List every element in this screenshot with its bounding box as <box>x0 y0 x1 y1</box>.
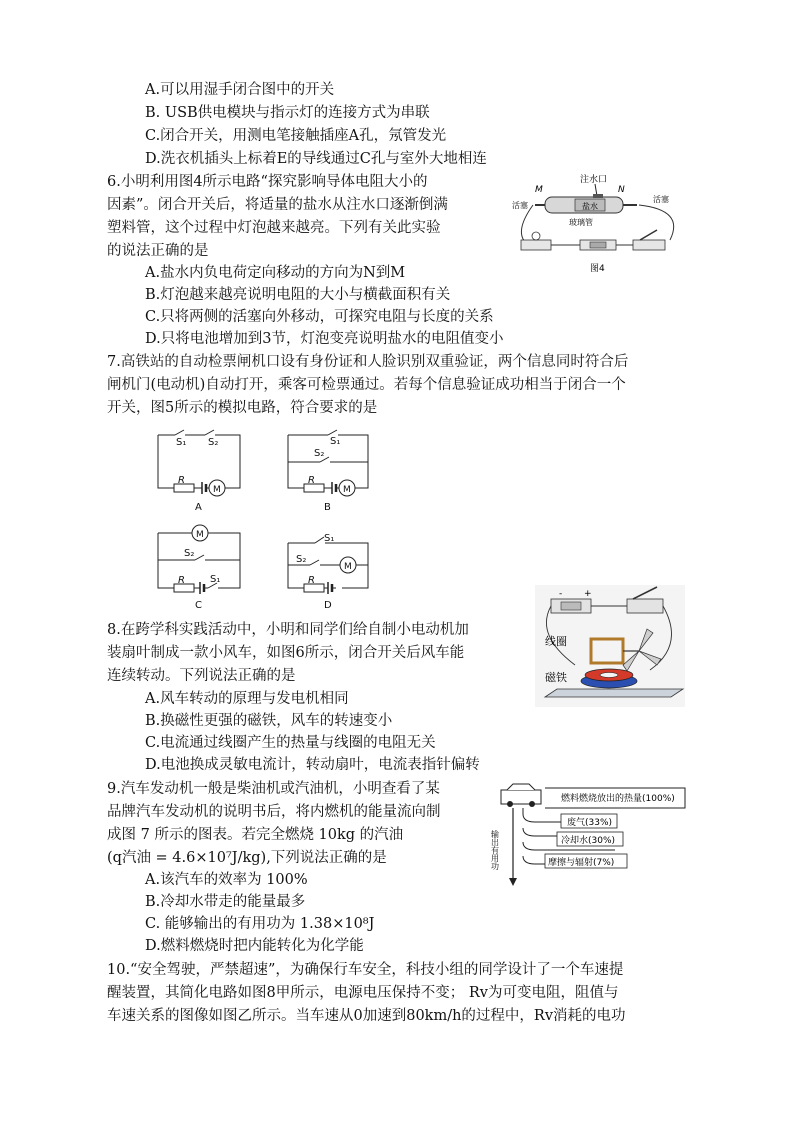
q6-option-d: D.只将电池增加到3节，灯泡变亮说明盐水的电阻值变小 <box>145 331 504 347</box>
c-s2-label: S₂ <box>184 548 195 559</box>
q9-option-b: B.冷却水带走的能量最多 <box>145 894 306 910</box>
switch-base <box>633 240 665 250</box>
q7-stem-line-2: 闸机门(电动机)自动打开，乘客可检票通过。若每个信息验证成功相当于闭合一个 <box>107 377 626 393</box>
q8-stem-line-3: 连续转动。下列说法正确的是 <box>107 668 296 684</box>
salt-label: 盐水 <box>582 202 598 211</box>
coil-label: 线圈 <box>545 635 567 648</box>
car-icon <box>501 784 541 807</box>
b-r-label: R <box>308 475 315 486</box>
battery-icon <box>561 602 581 610</box>
switch-base <box>627 599 663 613</box>
arrow-down-icon <box>509 878 517 886</box>
c-r-label: R <box>178 575 185 586</box>
exhaust-label: 废气(33%) <box>567 818 613 828</box>
inlet-port <box>593 194 603 198</box>
q10-stem-line-1: 10.“安全驾驶，严禁超速”，为确保行车安全，科技小组的同学设计了一个车速提 <box>107 962 624 978</box>
q6-stem-line-1: 6.小明利用图4所示电路“探究影响导体电阻大小的 <box>107 174 428 190</box>
q6-option-b: B.灯泡越来越亮说明电阻的大小与横截面积有关 <box>145 287 451 303</box>
q9-option-a: A.该汽车的效率为 100% <box>145 872 308 888</box>
bulb-base <box>521 240 551 250</box>
q9-stem-line-2: 品牌汽车发动机的说明书后，将内燃机的能量流向制 <box>107 804 441 820</box>
total-heat-label: 燃料燃烧放出的热量(100%) <box>561 794 675 804</box>
figure-6-wind-turbine <box>535 585 685 707</box>
useful-work-label: 输出有用功 <box>490 830 500 870</box>
q9-stem-line-1: 9.汽车发动机一般是柴油机或汽油机，小明查看了某 <box>107 781 440 797</box>
b-motor-icon: M <box>343 485 351 495</box>
friction-label: 摩擦与辐射(7%) <box>548 858 615 868</box>
q7-stem-line-1: 7.高铁站的自动检票闸机口设有身份证和人脸识别双重验证，两个信息同时符合后 <box>107 354 629 370</box>
figure-7-energy-flow <box>490 782 690 890</box>
piston-left-label: 活塞 <box>512 201 528 210</box>
q6-stem-line-4: 的说法正确的是 <box>107 243 209 259</box>
switch-lever-icon <box>640 230 657 240</box>
figure-4-saltwater-circuit <box>505 170 695 278</box>
figure-5-circuits <box>150 425 400 615</box>
cooling-label: 冷却水(30%) <box>561 836 616 846</box>
d-s1-label: S₁ <box>324 533 335 544</box>
circuit-c-label: C <box>195 600 202 611</box>
q5-option-d: D.洗衣机插头上标着E的导线通过C孔与室外大地相连 <box>145 151 487 167</box>
q5-option-b: B. USB供电模块与指示灯的连接方式为串联 <box>145 105 430 121</box>
q9-option-d: D.燃料燃烧时把内能转化为化学能 <box>145 938 364 954</box>
a-motor-icon: M <box>213 485 221 495</box>
q5-option-c: C.闭合开关，用测电笔接触插座A孔，氖管发光 <box>145 128 447 144</box>
d-motor-icon: M <box>344 562 352 572</box>
q8-stem-line-1: 8.在跨学科实践活动中，小明和同学们给自制小电动机加 <box>107 622 469 638</box>
q8-option-c: C.电流通过线圈产生的热量与线圈的电阻无关 <box>145 735 436 751</box>
magnet-label: 磁铁 <box>545 671 567 684</box>
q6-option-c: C.只将两侧的活塞向外移动，可探究电阻与长度的关系 <box>145 309 494 325</box>
battery-icon <box>590 242 606 248</box>
d-r-label: R <box>308 575 315 586</box>
circuit-d-label: D <box>324 600 332 611</box>
a-s1-label: S₁ <box>176 437 187 448</box>
q6-stem-line-2: 因素”。闭合开关后，将适量的盐水从注水口逐渐倒满 <box>107 197 448 213</box>
circuit-d <box>288 537 368 594</box>
circuit-a <box>158 430 240 496</box>
label-n: N <box>618 185 625 195</box>
figure-4-caption: 图4 <box>590 264 605 274</box>
tube-label: 玻璃管 <box>569 218 593 227</box>
q5-option-a: A.可以用湿手闭合图中的开关 <box>145 82 335 98</box>
q8-option-a: A.风车转动的原理与发电机相同 <box>145 691 349 707</box>
q6-stem-line-3: 塑料管，这个过程中灯泡越来越亮。下列有关此实验 <box>107 220 441 236</box>
q10-stem-line-3: 车速关系的图像如图乙所示。当车速从0加速到80km/h的过程中，Rv消耗的电功 <box>107 1008 626 1024</box>
a-s2-label: S₂ <box>208 437 219 448</box>
a-r-label: R <box>178 475 185 486</box>
c-motor-icon: M <box>196 530 204 540</box>
q8-option-b: B.换磁性更强的磁铁，风车的转速变小 <box>145 713 393 729</box>
circuit-b-label: B <box>324 502 331 513</box>
b-s2-label: S₂ <box>314 448 325 459</box>
circuit-b <box>288 430 368 496</box>
q9-stem-line-4: (q汽油 = 4.6×10⁷J/kg),下列说法正确的是 <box>107 850 387 866</box>
q7-stem-line-3: 开关，图5所示的模拟电路，符合要求的是 <box>107 400 378 416</box>
q6-option-a: A.盐水内负电荷定向移动的方向为N到M <box>145 265 406 281</box>
q8-option-d: D.电池换成灵敏电流计，转动扇叶，电流表指针偏转 <box>145 757 480 773</box>
base-board <box>545 689 683 697</box>
q10-stem-line-2: 醒装置，其简化电路如图8甲所示，电源电压保持不变； Rv为可变电阻，阻值与 <box>107 985 619 1001</box>
plus-label: + <box>584 589 592 599</box>
c-s1-label: S₁ <box>210 574 221 585</box>
b-s1-label: S₁ <box>330 436 341 447</box>
circuit-a-label: A <box>195 502 202 513</box>
inlet-label: 注水口 <box>580 175 608 185</box>
minus-label: - <box>559 589 563 599</box>
label-m: M <box>535 185 543 195</box>
q9-stem-line-3: 成图 7 所示的图表。若完全燃烧 10kg 的汽油 <box>107 827 404 843</box>
bulb-icon <box>532 232 540 240</box>
piston-right-label: 活塞 <box>653 195 669 204</box>
d-s2-label: S₂ <box>296 554 307 565</box>
q8-stem-line-2: 装扇叶制成一款小风车，如图6所示，闭合开关后风车能 <box>107 645 465 661</box>
q9-option-c: C. 能够输出的有用功为 1.38×10⁸J <box>145 916 375 932</box>
